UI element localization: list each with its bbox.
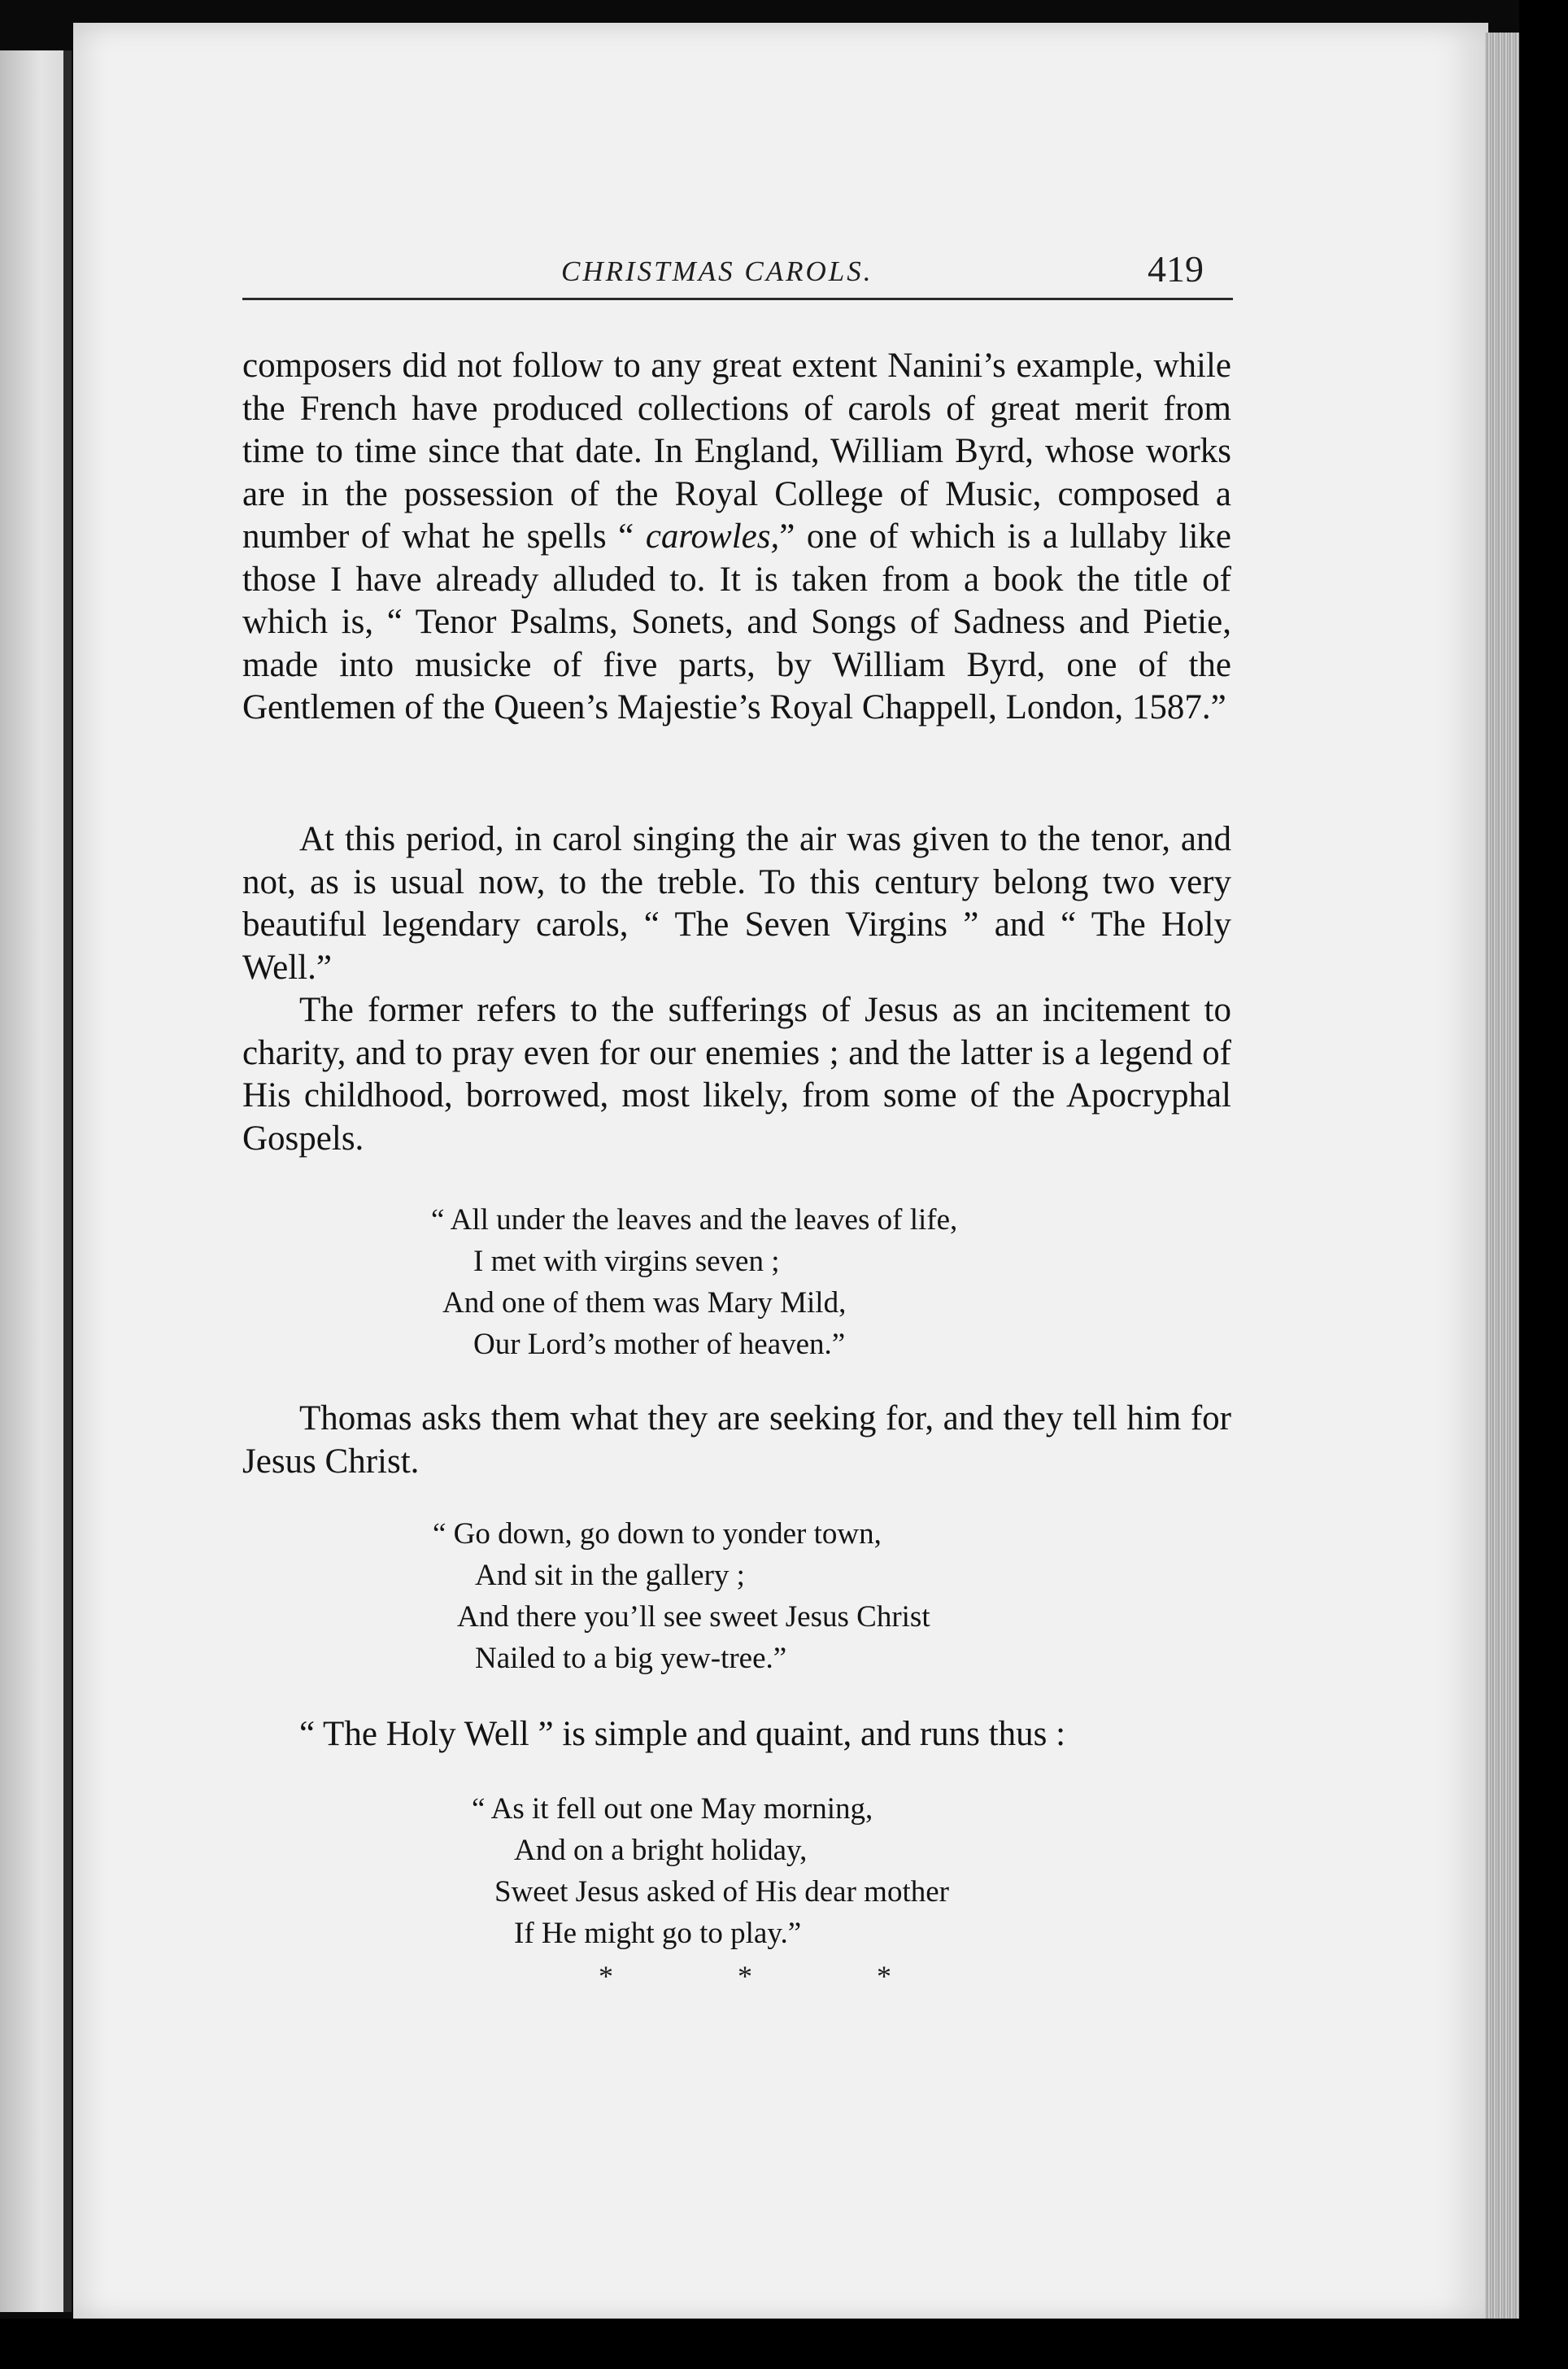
facing-page-edge [0,50,68,2312]
paragraph-text: “ The Holy Well ” is simple and quaint, and runs thus : [299,1715,1066,1753]
verse-line: If He might go to play.” [514,1917,802,1950]
verse-line: “ As it fell out one May morning, [472,1792,873,1826]
verse-line: And on a bright holiday, [514,1834,808,1867]
paragraph-text: The former refers to the sufferings of Jesus as an incitement to charity, and to pray even for our enemies ; and the latter is a legend of His childhood, borrowed, most likely, from some of the Apocryphal Gospels. [242,991,1231,1158]
verse-line: Sweet Jesus asked of His dear mother [494,1875,949,1909]
paragraph-composers [242,345,1231,730]
right-background [1519,0,1568,2369]
page-number: 419 [1148,248,1204,290]
verse-seven-virgins [431,1199,957,1365]
verse-line: “ Go down, go down to yonder town, [433,1517,882,1551]
paragraph-thomas [242,1398,1231,1483]
page-stack-edges [1485,33,1519,2320]
verse-line: “ All under the leaves and the leaves of life, [431,1203,958,1237]
section-ornament [599,1959,891,1993]
paragraph-text: Thomas asks them what they are seeking for, and they tell him for Jesus Christ. [242,1399,1231,1481]
gutter-shadow [63,50,72,2312]
paragraph-holy-well [242,1713,1231,1756]
asterisk: * [599,1960,613,1992]
asterisk: * [877,1960,891,1992]
italic-word: carowles, [645,517,780,556]
verse-line: Our Lord’s mother of heaven.” [473,1328,846,1361]
verse-line: I met with virgins seven ; [473,1245,780,1278]
verse-line: And sit in the gallery ; [475,1559,745,1592]
paragraph-former [242,989,1231,1160]
verse-line: Nailed to a big yew-tree.” [475,1642,787,1675]
verse-may-morning [472,1788,949,1954]
asterisk: * [738,1960,752,1992]
paragraph-text: At this period, in carol singing the air was given to the tenor, and not, as is usual now, to the treble. To this century belong two very beautiful legendary carols, “ The Seven Virgins ” and “ The Holy Well.” [242,820,1231,987]
paragraph-text: composers did not follow to any great extent Nanini’s example, while the French have produced collections of carols of great merit from time to time since that date. In England, William Byrd, whose works are in the possession of the Royal College of Music, composed a number of what he spells “ [242,347,1231,556]
running-head [242,249,1233,300]
paragraph-period [242,818,1231,989]
verse-go-down [433,1513,930,1679]
paragraph-text: ” one of which is a lullaby like those I have already alluded to. It is taken from a book the title of which is, “ Tenor Psalms, Sonets, and Songs of Sadness and Pietie, made into musicke of five parts, by William Byrd, one of the Gentlemen of the Queen’s Majestie’s Royal Chappell, London, 1587.” [242,517,1232,726]
running-title: CHRISTMAS CAROLS. [561,255,873,287]
verse-line: And there you’ll see sweet Jesus Christ [457,1600,930,1634]
verse-line: And one of them was Mary Mild, [442,1286,847,1320]
bottom-background [0,2319,1568,2369]
